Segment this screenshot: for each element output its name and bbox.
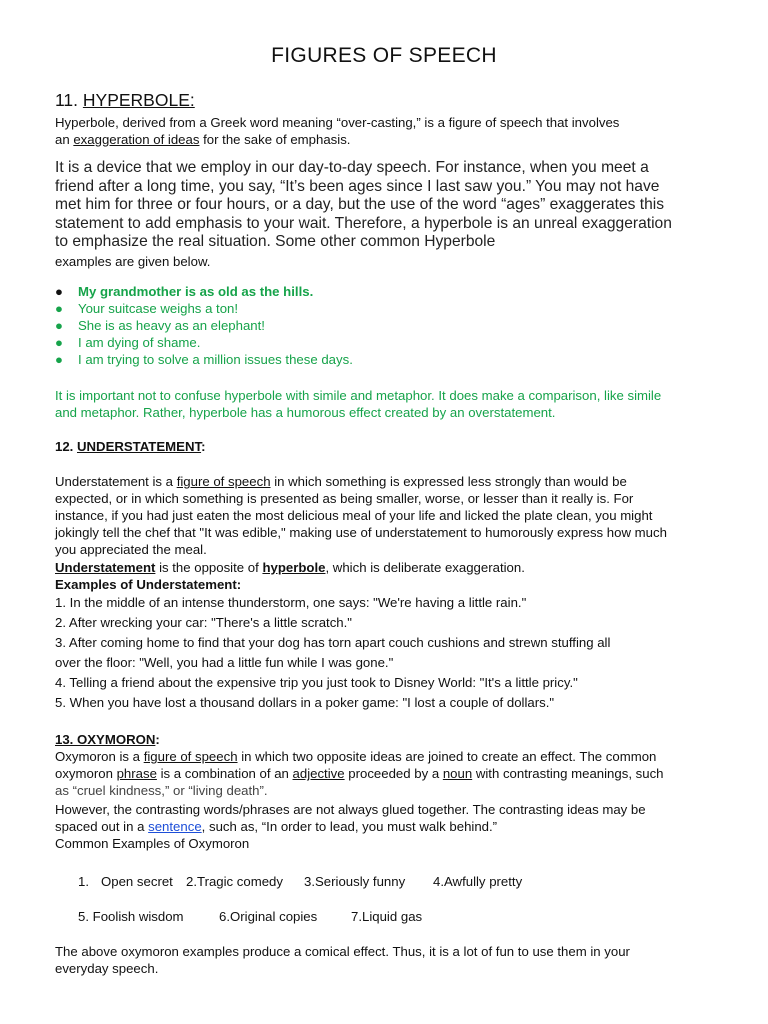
hyperbole-bullet: ● Your suitcase weighs a ton! xyxy=(55,301,239,316)
bullet-text: She is as heavy as an elephant! xyxy=(78,318,265,333)
oxymoron-example: 1. xyxy=(78,874,89,889)
hyperbole-bullet: ● I am dying of shame. xyxy=(55,335,201,350)
oxymoron-example: Open secret xyxy=(101,874,173,889)
understatement-examples-heading: Examples of Understatement: xyxy=(55,577,242,592)
oxymoron-def-part: Oxymoron is a xyxy=(55,749,144,764)
oxymoron-example: 5. Foolish wisdom xyxy=(78,909,184,924)
understatement-opposite-part: , which is deliberate exaggeration. xyxy=(325,560,525,575)
understatement-term: Understatement xyxy=(55,560,156,575)
oxymoron-def-part: with contrasting meanings, such xyxy=(472,766,664,781)
exaggeration-link[interactable]: exaggeration of ideas xyxy=(73,132,200,147)
figure-of-speech-link[interactable]: figure of speech xyxy=(143,749,238,764)
understatement-opposite xyxy=(55,559,695,576)
oxymoron-example: 7.Liquid gas xyxy=(351,909,423,924)
oxymoron-def-part: is a combination of an xyxy=(156,766,293,781)
hyperbole-heading-number: 11. xyxy=(55,90,83,110)
noun-link[interactable]: noun xyxy=(442,766,473,781)
oxymoron-example: 6.Original copies xyxy=(219,909,318,924)
adjective-link[interactable]: adjective xyxy=(292,766,345,781)
hyperbole-body: It is a device that we employ in our day-to-day speech. For instance, when you meet a friend after a long time, you say, “It’s been ages since I last saw you.” You may not have met him for three or four hours, or a day, but the use of the word “ages” exaggerates this statement to add emphasis to your wait. Therefore, a hyperbole is an unreal exaggeration to emphasize the real situation. Some other common Hyperbole xyxy=(55,159,672,250)
hyperbole-bullet: ● She is as heavy as an elephant! xyxy=(55,318,265,333)
hyperbole-body-end: examples are given below. xyxy=(55,254,211,269)
hyperbole-note: It is important not to confuse hyperbole with simile and metaphor. It does make a comparison, like simile and metaphor. Rather, hyperbole has a humorous effect created by an overstatement. xyxy=(55,388,662,420)
oxymoron-definition xyxy=(55,748,680,799)
understatement-example: 3. After coming home to find that your dog has torn apart couch cushions and strewn stuffing all xyxy=(55,635,611,650)
oxymoron-spacing xyxy=(55,801,665,835)
oxymoron-closing: The above oxymoron examples produce a comical effect. Thus, it is a lot of fun to use them in your everyday speech. xyxy=(55,944,630,976)
oxymoron-spacing-part: , such as, “In order to lead, you must walk behind.” xyxy=(201,819,498,834)
bullet-text: I am trying to solve a million issues these days. xyxy=(78,352,353,367)
hyperbole-def-part: an xyxy=(55,132,74,147)
understatement-heading xyxy=(55,438,205,455)
bullet-text: My grandmother is as old as the hills. xyxy=(78,284,314,299)
figure-of-speech-link[interactable]: figure of speech xyxy=(176,474,271,489)
bullet-text: Your suitcase weighs a ton! xyxy=(78,301,239,316)
hyperbole-bullet: ● I am trying to solve a million issues these days. xyxy=(55,352,353,367)
understatement-def-part: Understatement is a xyxy=(55,474,177,489)
understatement-opposite-part: is the opposite of xyxy=(155,560,263,575)
oxymoron-heading xyxy=(55,731,160,748)
understatement-definition xyxy=(55,473,685,558)
understatement-def-part: in which something is expressed less strongly than would be expected, or in which something is presented as being smaller, worse, or lesser than it really is. For instance, if you had just eaten the most delicious meal of your life and licked the plate clean, you might jokingly tell the chef that "It was edible," making use of understatement to humorously express how much you appreciated the meal. xyxy=(55,474,667,557)
sentence-link[interactable]: sentence xyxy=(148,819,202,834)
oxymoron-def-part: as “cruel kindness,” or “living death”. xyxy=(55,783,268,798)
understatement-heading-text: UNDERSTATEMENT xyxy=(77,439,202,454)
hyperbole-def-part: a figure of speech that involves xyxy=(437,115,620,130)
page-title: FIGURES OF SPEECH xyxy=(271,44,497,67)
oxymoron-heading-colon: : xyxy=(155,732,160,747)
understatement-example: over the floor: "Well, you had a little fun while I was gone." xyxy=(55,655,394,670)
phrase-link[interactable]: phrase xyxy=(116,766,157,781)
understatement-example: 2. After wrecking your car: "There's a little scratch." xyxy=(55,615,352,630)
hyperbole-heading-text: HYPERBOLE: xyxy=(82,90,195,110)
oxymoron-common-heading: Common Examples of Oxymoron xyxy=(55,836,250,851)
hyperbole-bullet: ● My grandmother is as old as the hills. xyxy=(55,284,314,299)
oxymoron-spacing-part: However, the contrasting words/phrases are not always glued together. The contrasting ideas may be spaced out in a xyxy=(55,802,646,834)
understatement-example: 1. In the middle of an intense thunderstorm, one says: "We're having a little rain." xyxy=(55,595,527,610)
oxymoron-example: 2.Tragic comedy xyxy=(186,874,283,889)
hyperbole-heading xyxy=(55,90,195,111)
oxymoron-example: 3.Seriously funny xyxy=(304,874,406,889)
oxymoron-example: 4.Awfully pretty xyxy=(433,874,523,889)
bullet-text: I am dying of shame. xyxy=(78,335,201,350)
hyperbole-link[interactable]: hyperbole xyxy=(262,560,326,575)
hyperbole-def-part: Hyperbole, derived from a Greek word meaning “over-casting,” is xyxy=(55,115,438,130)
understatement-heading-colon: : xyxy=(201,439,206,454)
understatement-example: 4. Telling a friend about the expensive trip you just took to Disney World: "It's a little pricy." xyxy=(55,675,578,690)
oxymoron-heading-text: 13. OXYMORON xyxy=(55,732,156,747)
understatement-heading-number: 12. xyxy=(55,439,77,454)
hyperbole-definition xyxy=(55,114,695,148)
hyperbole-def-part: for the sake of emphasis. xyxy=(199,132,351,147)
oxymoron-def-part: in which two opposite ideas are joined to create an effect. The common oxymoron xyxy=(55,749,657,781)
understatement-example: 5. When you have lost a thousand dollars in a poker game: "I lost a couple of dollars." xyxy=(55,695,555,710)
oxymoron-def-part: proceeded by a xyxy=(344,766,443,781)
